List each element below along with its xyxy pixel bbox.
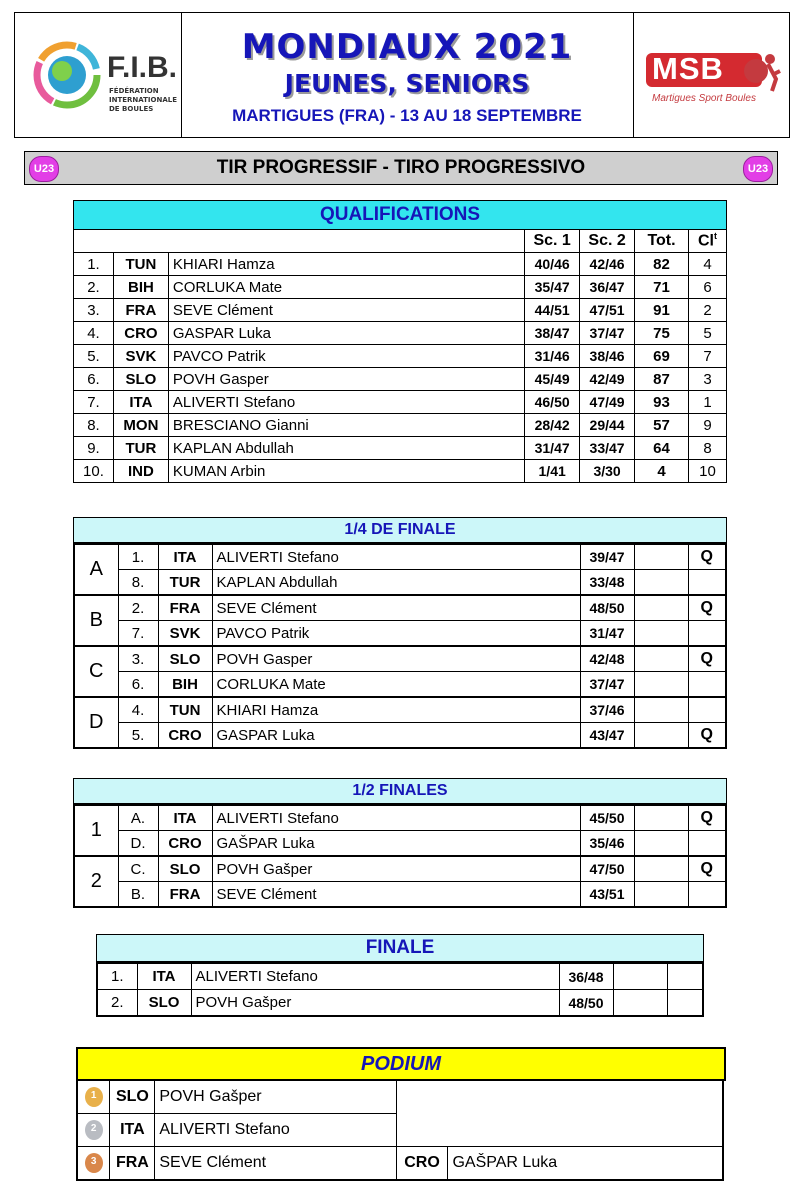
msb-logo — [634, 13, 789, 137]
score2-cell: 47/49 — [580, 391, 635, 414]
total-cell: 82 — [635, 253, 689, 276]
header-title-block — [181, 13, 634, 137]
match-row — [74, 805, 726, 831]
document-header — [14, 12, 790, 138]
score1-cell: 45/49 — [525, 368, 580, 391]
score1-cell: 31/46 — [525, 345, 580, 368]
podium-title: PODIUM — [76, 1047, 726, 1081]
score-cell: 47/50 — [580, 856, 634, 882]
score-cell: 42/48 — [580, 646, 634, 672]
empty-cell — [634, 805, 688, 831]
country-cell: ITA — [137, 963, 191, 990]
u23-badge-left: U23 — [29, 156, 59, 182]
score2-cell: 29/44 — [580, 414, 635, 437]
score1-cell: 46/50 — [525, 391, 580, 414]
rank-cell: 3. — [74, 299, 114, 322]
qualifications-title: QUALIFICATIONS — [74, 201, 727, 230]
medal-number: 2 — [90, 1123, 97, 1134]
semifinals-table — [73, 804, 727, 908]
score1-cell: 1/41 — [525, 460, 580, 483]
medal-number: 1 — [90, 1090, 97, 1101]
score-cell: 36/48 — [559, 963, 613, 990]
player-name-cell: GASPAR Luka — [168, 322, 524, 345]
medal-cell — [77, 1080, 110, 1114]
country-cell: SLO — [158, 646, 212, 672]
seed-cell: 4. — [118, 697, 158, 723]
country-cell: FRA — [110, 1147, 155, 1181]
classement-cell: 5 — [688, 322, 726, 345]
medal-icon — [85, 1120, 103, 1140]
player-name-cell: CORLUKA Mate — [168, 276, 524, 299]
msb-logo-text: MSB — [652, 51, 724, 86]
total-cell: 4 — [635, 460, 689, 483]
score1-cell: 35/47 — [525, 276, 580, 299]
country-cell: TUN — [158, 697, 212, 723]
classement-cell: 2 — [688, 299, 726, 322]
player-name-cell: ALIVERTI Stefano — [168, 391, 524, 414]
seed-cell: 2. — [118, 595, 158, 621]
rank-cell: 7. — [74, 391, 114, 414]
empty-cell — [667, 990, 703, 1017]
country-cell: SVK — [158, 621, 212, 647]
score-cell: 37/46 — [580, 697, 634, 723]
group-label: B — [74, 595, 118, 646]
empty-cell — [634, 831, 688, 857]
score2-cell: 38/46 — [580, 345, 635, 368]
rank-cell: 1. — [74, 253, 114, 276]
u23-badge-right: U23 — [743, 156, 773, 182]
seed-cell: 3. — [118, 646, 158, 672]
match-row — [74, 595, 726, 621]
group-label: A — [74, 544, 118, 595]
player-name-cell: ALIVERTI Stefano — [212, 544, 580, 570]
country-cell: SVK — [113, 345, 168, 368]
country-cell: SLO — [158, 856, 212, 882]
event-location-dates: MARTIGUES (FRA) - 13 AU 18 SEPTEMBRE — [232, 106, 582, 125]
podium-row — [77, 1080, 723, 1114]
classement-cell: 10 — [688, 460, 726, 483]
total-cell: 71 — [635, 276, 689, 299]
player-name-cell: POVH Gašper — [155, 1080, 396, 1114]
score1-cell: 44/51 — [525, 299, 580, 322]
qualification-row — [74, 460, 727, 483]
score-cell: 33/48 — [580, 570, 634, 596]
medal-cell — [77, 1147, 110, 1181]
qualified-cell: Q — [688, 595, 726, 621]
qualified-cell — [688, 882, 726, 908]
country-cell: SLO — [113, 368, 168, 391]
empty-cell — [396, 1080, 723, 1147]
qualifications-header-row — [74, 230, 727, 253]
fib-short-name: F.I.B. — [107, 51, 178, 84]
player-name-cell: PAVCO Patrik — [212, 621, 580, 647]
score2-cell: 42/49 — [580, 368, 635, 391]
qualification-row — [74, 437, 727, 460]
rank-cell: 4. — [74, 322, 114, 345]
final-row — [97, 963, 703, 990]
boule-player-icon — [742, 51, 782, 93]
qualifications-rows — [74, 253, 727, 483]
classement-cell: 9 — [688, 414, 726, 437]
total-cell: 91 — [635, 299, 689, 322]
quarterfinals-title: 1/4 DE FINALE — [73, 517, 727, 543]
country-cell: BIH — [113, 276, 168, 299]
rank-cell: 1. — [97, 963, 137, 990]
total-cell: 87 — [635, 368, 689, 391]
score-cell: 48/50 — [559, 990, 613, 1017]
qualified-cell: Q — [688, 805, 726, 831]
empty-cell — [634, 646, 688, 672]
classement-cell: 4 — [688, 253, 726, 276]
score-cell: 43/51 — [580, 882, 634, 908]
seed-cell: 6. — [118, 672, 158, 698]
group-label: C — [74, 646, 118, 697]
empty-cell — [634, 570, 688, 596]
country-cell: MON — [113, 414, 168, 437]
score-cell: 31/47 — [580, 621, 634, 647]
classement-cell: 6 — [688, 276, 726, 299]
rank-cell: 8. — [74, 414, 114, 437]
qualification-row — [74, 276, 727, 299]
player-name-cell: BRESCIANO Gianni — [168, 414, 524, 437]
header-cl: Cl$^t$ — [688, 230, 726, 253]
player-name-cell: ALIVERTI Stefano — [212, 805, 580, 831]
total-cell: 93 — [635, 391, 689, 414]
group-label: 2 — [74, 856, 118, 907]
player-name-cell: SEVE Clément — [168, 299, 524, 322]
medal-icon — [85, 1087, 103, 1107]
player-name-cell: KUMAN Arbin — [168, 460, 524, 483]
rank-cell: 5. — [74, 345, 114, 368]
player-name-cell: KAPLAN Abdullah — [212, 570, 580, 596]
match-row — [74, 697, 726, 723]
seed-cell: C. — [118, 856, 158, 882]
score-cell: 37/47 — [580, 672, 634, 698]
header-tot: Tot. — [635, 230, 689, 253]
country-cell: ITA — [158, 544, 212, 570]
score-cell: 45/50 — [580, 805, 634, 831]
podium-table — [76, 1079, 724, 1181]
qualified-cell: Q — [688, 723, 726, 749]
player-name-cell: CORLUKA Mate — [212, 672, 580, 698]
player-name-cell: POVH Gasper — [168, 368, 524, 391]
match-row — [74, 544, 726, 570]
qualified-cell: Q — [688, 646, 726, 672]
event-subtitle: JEUNES, SENIORS — [284, 69, 530, 98]
player-name-cell: ALIVERTI Stefano — [155, 1114, 396, 1147]
score2-cell: 36/47 — [580, 276, 635, 299]
country-cell: ITA — [113, 391, 168, 414]
header-sc2: Sc. 2 — [580, 230, 635, 253]
quarterfinals-table — [73, 543, 727, 749]
player-name-cell: SEVE Clément — [212, 595, 580, 621]
qualification-row — [74, 345, 727, 368]
empty-cell — [634, 672, 688, 698]
classement-cell: 8 — [688, 437, 726, 460]
rank-cell: 9. — [74, 437, 114, 460]
rank-cell: 6. — [74, 368, 114, 391]
qualified-cell: Q — [688, 544, 726, 570]
player-name-cell: POVH Gašper — [212, 856, 580, 882]
player-name-cell: KHIARI Hamza — [212, 697, 580, 723]
match-row — [74, 672, 726, 698]
player-name-cell: GASPAR Luka — [212, 723, 580, 749]
score-cell: 48/50 — [580, 595, 634, 621]
empty-cell — [634, 856, 688, 882]
qualified-cell — [688, 570, 726, 596]
score-cell: 39/47 — [580, 544, 634, 570]
qualifications-table — [73, 200, 727, 483]
event-banner — [24, 151, 778, 185]
country-cell: FRA — [113, 299, 168, 322]
event-title: MONDIAUX 2021 — [241, 27, 573, 67]
semifinals-title: 1/2 FINALES — [73, 778, 727, 804]
qualification-row — [74, 414, 727, 437]
empty-cell — [634, 595, 688, 621]
empty-cell — [613, 990, 667, 1017]
player-name-cell: GAŠPAR Luka — [448, 1147, 723, 1181]
qualified-cell — [688, 621, 726, 647]
country-cell: FRA — [158, 595, 212, 621]
empty-cell — [634, 882, 688, 908]
score2-cell: 47/51 — [580, 299, 635, 322]
medal-icon — [85, 1153, 103, 1173]
qualification-row — [74, 299, 727, 322]
score2-cell: 37/47 — [580, 322, 635, 345]
rank-cell: 10. — [74, 460, 114, 483]
country-cell: SLO — [137, 990, 191, 1017]
seed-cell: B. — [118, 882, 158, 908]
country-cell: TUN — [113, 253, 168, 276]
event-banner-title: TIR PROGRESSIF - TIRO PROGRESSIVO — [216, 157, 586, 178]
country-cell: BIH — [158, 672, 212, 698]
seed-cell: 8. — [118, 570, 158, 596]
country-cell: TUR — [113, 437, 168, 460]
qualified-cell — [688, 672, 726, 698]
country-cell: CRO — [396, 1147, 448, 1181]
country-cell: TUR — [158, 570, 212, 596]
empty-cell — [634, 697, 688, 723]
player-name-cell: SEVE Clément — [155, 1147, 396, 1181]
msb-full-name: Martigues Sport Boules — [652, 93, 756, 104]
match-row — [74, 621, 726, 647]
player-name-cell: SEVE Clément — [212, 882, 580, 908]
match-row — [74, 570, 726, 596]
seed-cell: D. — [118, 831, 158, 857]
match-row — [74, 831, 726, 857]
qualification-row — [74, 253, 727, 276]
seed-cell: 1. — [118, 544, 158, 570]
classement-cell: 7 — [688, 345, 726, 368]
group-label: D — [74, 697, 118, 748]
group-label: 1 — [74, 805, 118, 856]
podium-row — [77, 1147, 723, 1181]
total-cell: 69 — [635, 345, 689, 368]
medal-number: 3 — [90, 1156, 97, 1167]
country-cell: CRO — [158, 723, 212, 749]
final-row — [97, 990, 703, 1017]
total-cell: 57 — [635, 414, 689, 437]
score1-cell: 38/47 — [525, 322, 580, 345]
qualified-cell — [688, 697, 726, 723]
score2-cell: 33/47 — [580, 437, 635, 460]
rank-cell: 2. — [97, 990, 137, 1017]
qualification-row — [74, 391, 727, 414]
qualification-row — [74, 368, 727, 391]
empty-cell — [634, 621, 688, 647]
classement-cell: 1 — [688, 391, 726, 414]
final-table — [96, 962, 704, 1017]
player-name-cell: POVH Gasper — [212, 646, 580, 672]
match-row — [74, 646, 726, 672]
header-sc1: Sc. 1 — [525, 230, 580, 253]
qualified-cell: Q — [688, 856, 726, 882]
country-cell: IND — [113, 460, 168, 483]
medal-cell — [77, 1114, 110, 1147]
score1-cell: 28/42 — [525, 414, 580, 437]
player-name-cell: ALIVERTI Stefano — [191, 963, 559, 990]
score2-cell: 42/46 — [580, 253, 635, 276]
country-cell: CRO — [113, 322, 168, 345]
fib-logo — [15, 13, 182, 137]
score-cell: 43/47 — [580, 723, 634, 749]
score-cell: 35/46 — [580, 831, 634, 857]
score1-cell: 40/46 — [525, 253, 580, 276]
player-name-cell: KAPLAN Abdullah — [168, 437, 524, 460]
player-name-cell: PAVCO Patrik — [168, 345, 524, 368]
empty-cell — [634, 723, 688, 749]
score2-cell: 3/30 — [580, 460, 635, 483]
country-cell: ITA — [158, 805, 212, 831]
country-cell: FRA — [158, 882, 212, 908]
empty-cell — [634, 544, 688, 570]
seed-cell: 7. — [118, 621, 158, 647]
country-cell: SLO — [110, 1080, 155, 1114]
fib-full-name: FÉDÉRATION INTERNATIONALE DE BOULES — [109, 87, 177, 113]
player-name-cell: GAŠPAR Luka — [212, 831, 580, 857]
player-name-cell: KHIARI Hamza — [168, 253, 524, 276]
seed-cell: 5. — [118, 723, 158, 749]
empty-cell — [667, 963, 703, 990]
empty-cell — [613, 963, 667, 990]
qualification-row — [74, 322, 727, 345]
country-cell: CRO — [158, 831, 212, 857]
match-row — [74, 723, 726, 749]
country-cell: ITA — [110, 1114, 155, 1147]
match-row — [74, 856, 726, 882]
score1-cell: 31/47 — [525, 437, 580, 460]
qualified-cell — [688, 831, 726, 857]
total-cell: 64 — [635, 437, 689, 460]
player-name-cell: POVH Gašper — [191, 990, 559, 1017]
final-title: FINALE — [96, 934, 704, 962]
match-row — [74, 882, 726, 908]
total-cell: 75 — [635, 322, 689, 345]
seed-cell: A. — [118, 805, 158, 831]
classement-cell: 3 — [688, 368, 726, 391]
rank-cell: 2. — [74, 276, 114, 299]
